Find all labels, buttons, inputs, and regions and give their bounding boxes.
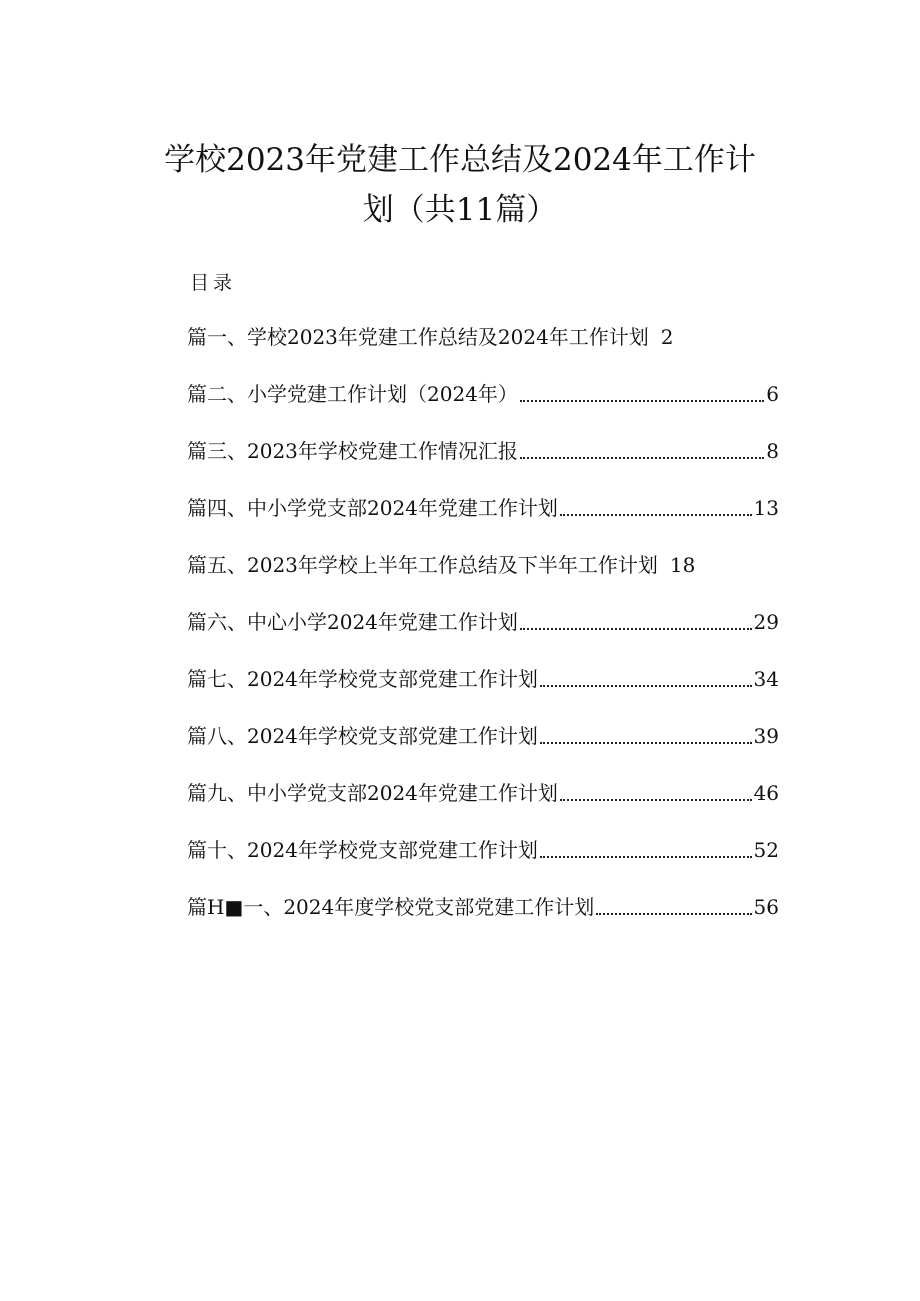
toc-entry-page: 18 [669, 553, 696, 577]
toc-entry-page: 13 [753, 496, 779, 520]
toc-entry-page: 2 [660, 325, 674, 349]
toc-leader [651, 322, 659, 352]
toc-entry[interactable] [187, 778, 779, 835]
toc-entry[interactable] [187, 664, 779, 721]
toc-leader-dots [540, 664, 752, 694]
toc-leader-dots [560, 778, 752, 808]
toc-entry-page: 56 [753, 895, 779, 919]
toc-entry-page: 8 [766, 439, 779, 463]
toc-entry-page: 34 [753, 667, 779, 691]
toc-entry-title: 篇九、中小学党支部2024年党建工作计划 [187, 781, 558, 805]
toc-entry-page: 52 [753, 838, 779, 862]
toc-entry-page: 29 [753, 610, 779, 634]
document-title-line-2: 划（共11篇） [362, 192, 558, 228]
toc-entry-title: 篇四、中小学党支部2024年党建工作计划 [187, 496, 558, 520]
toc-entry[interactable] [187, 721, 779, 778]
toc-entry[interactable] [187, 379, 779, 436]
table-of-contents [187, 322, 779, 949]
toc-entry-title: 篇六、中心小学2024年党建工作计划 [187, 610, 518, 634]
toc-leader-dots [560, 493, 752, 523]
toc-leader-dots [540, 835, 752, 865]
toc-entry[interactable] [187, 835, 779, 892]
toc-entry-title: 篇三、2023年学校党建工作情况汇报 [187, 439, 518, 463]
toc-entry-title: 篇一、学校2023年党建工作总结及2024年工作计划 [187, 325, 649, 349]
toc-entry-page: 46 [753, 781, 779, 805]
toc-entry[interactable] [187, 436, 779, 493]
toc-leader-dots [596, 892, 751, 922]
toc-entry-page: 39 [753, 724, 779, 748]
toc-entry-title: 篇十、2024年学校党支部党建工作计划 [187, 838, 538, 862]
toc-entry[interactable] [187, 607, 779, 664]
toc-leader-dots [540, 721, 752, 751]
toc-entry[interactable] [187, 550, 779, 607]
toc-entry-page: 6 [766, 382, 779, 406]
toc-entry-title: 篇二、小学党建工作计划（2024年） [187, 382, 518, 406]
toc-entry[interactable] [187, 322, 779, 379]
toc-entry-title: 篇八、2024年学校党支部党建工作计划 [187, 724, 538, 748]
toc-entry-title: 篇七、2024年学校党支部党建工作计划 [187, 667, 538, 691]
document-title-line-1: 学校2023年党建工作总结及2024年工作计 [164, 142, 756, 178]
toc-heading: 目录 [190, 272, 237, 294]
toc-leader-dots [520, 379, 764, 409]
toc-leader-dots [520, 607, 752, 637]
toc-entry-title: 篇H■一、2024年度学校党支部党建工作计划 [187, 895, 595, 919]
toc-entry[interactable] [187, 892, 779, 949]
toc-leader-dots [520, 436, 764, 466]
toc-entry-title: 篇五、2023年学校上半年工作总结及下半年工作计划 [187, 553, 658, 577]
toc-leader [660, 550, 668, 580]
toc-entry[interactable] [187, 493, 779, 550]
